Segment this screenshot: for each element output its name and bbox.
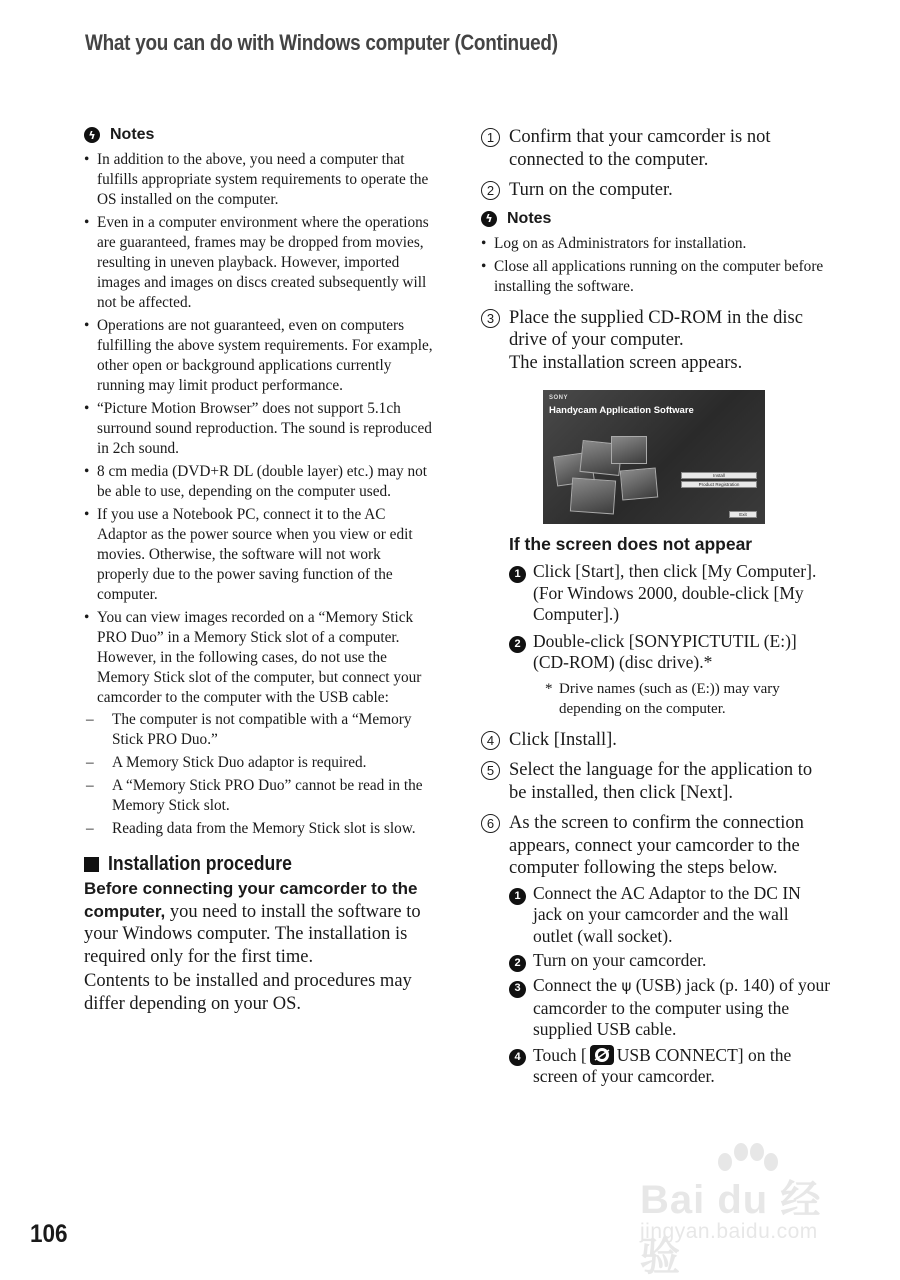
no-screen-step (509, 561, 831, 626)
sub-notes-list (97, 710, 434, 839)
notes-title: Notes (110, 126, 155, 143)
section-square-icon (84, 857, 99, 872)
right-column (481, 126, 831, 1093)
usb-connect-icon (587, 1044, 617, 1066)
step-2 (481, 179, 831, 202)
notes-icon: ϟ (84, 127, 100, 143)
substep-text-part: Touch [ (533, 1044, 587, 1065)
no-screen-step (509, 631, 831, 674)
install-notes (481, 210, 831, 297)
sub-note-item: – A Memory Stick Duo adaptor is required. (84, 753, 434, 773)
note-item: • If you use a Notebook PC, connect it to the AC Adaptor as the power source when you view or edit movies. Otherwise, the software will not work properly due to the power saving function of the computer. (84, 505, 434, 605)
intro-rest: you need to install the software to your Windows computer. The installation is required only for the first time. (84, 901, 421, 967)
substep-text: Double-click [SONYPICTUTIL (E:)] (CD-ROM) (disc drive).* (533, 630, 797, 672)
sub-note-item: – The computer is not compatible with a “Memory Stick PRO Duo.” (84, 710, 434, 750)
step-1 (481, 126, 831, 171)
section-heading (84, 853, 434, 876)
step-3 (481, 307, 831, 375)
step-number: 5 (481, 761, 500, 780)
note-item-text: You can view images recorded on a “Memory Stick PRO Duo” in a Memory Stick slot of a computer. However, in the following cases, do not use the Memory Stick slot of the computer, but connect your camcorder to the computer with the USB cable: (97, 609, 422, 706)
step-number: 2 (481, 181, 500, 200)
substep-number: 2 (509, 955, 526, 972)
step-5 (481, 759, 831, 804)
note-item (84, 608, 434, 839)
step-number: 3 (481, 309, 500, 328)
section-title: Installation procedure (108, 853, 292, 875)
substep-number: 4 (509, 1049, 526, 1066)
install-button: Install (681, 472, 757, 479)
step-text-line: The installation screen appears. (509, 352, 743, 373)
substep-text-part: (USB) jack (p. 140) of your camcorder to the computer using the supplied USB cable. (533, 975, 831, 1040)
screen-title: Handycam Application Software (549, 405, 694, 416)
substep-number: 3 (509, 981, 526, 998)
substep-number: 2 (509, 636, 526, 653)
note-item: • In addition to the above, you need a computer that fulfills appropriate system requirements to operate the OS installed on the computer. (84, 150, 434, 210)
note-item: • Log on as Administrators for installation. (481, 234, 831, 254)
footnote (545, 679, 831, 719)
notes-title: Notes (507, 209, 552, 227)
substep-text: Turn on your camcorder. (533, 950, 707, 970)
watermark-brand: Bai du 经验 (640, 1178, 822, 1279)
substep-text (533, 975, 831, 1041)
step-6 (481, 812, 831, 880)
intro-bold: Before connecting your camcorder to the computer, (84, 879, 418, 921)
note-item: • 8 cm media (DVD+R DL (double layer) etc.) may not be able to use, depending on the computer used. (84, 462, 434, 502)
footnote-text: Drive names (such as (E:)) may vary depending on the computer. (559, 680, 780, 717)
step-text: Select the language for the application to be installed, then click [Next]. (509, 760, 813, 803)
photo-thumb (611, 436, 647, 464)
step-4 (481, 729, 831, 752)
step-text: Click [Install]. (509, 729, 617, 750)
photo-thumb (570, 478, 616, 515)
step-text: Turn on the computer. (509, 180, 673, 200)
step-number: 6 (481, 814, 500, 833)
step-text (509, 307, 831, 375)
notes-icon: ϟ (481, 211, 497, 227)
contents-paragraph: Contents to be installed and procedures may differ depending on your OS. (84, 971, 412, 1014)
notes-heading (84, 126, 434, 144)
watermark-url: jingyan.baidu.com (640, 1220, 818, 1243)
substep-number: 1 (509, 566, 526, 583)
notes-heading (481, 210, 831, 228)
substep-text-part: USB CONNECT] on the screen of your camcorder. (533, 1044, 792, 1087)
intro-paragraph (84, 878, 434, 968)
screen-brand: SONY (549, 395, 569, 401)
substep-number: 1 (509, 888, 526, 905)
connect-step (509, 950, 831, 972)
notes-list (84, 150, 434, 839)
substep-text-part: Connect the (533, 975, 622, 996)
no-screen-heading: If the screen does not appear (509, 534, 753, 554)
registration-button: Product Registration (681, 481, 757, 488)
note-item: • Close all applications running on the computer before installing the software. (481, 257, 831, 297)
connect-step (509, 975, 831, 1041)
sub-note-item: – Reading data from the Memory Stick slot is slow. (84, 819, 434, 839)
installation-screen-image (543, 390, 765, 524)
photo-thumb (620, 467, 658, 500)
page-header: What you can do with Windows computer (Continued) (85, 30, 558, 55)
note-item: • Operations are not guaranteed, even on computers fulfilling the above system requirements. For example, other open or background applications currently running may limit product performance. (84, 316, 434, 396)
substep-text: Connect the AC Adaptor to the DC IN jack on your camcorder and the wall outlet (wall socket). (533, 882, 801, 946)
substep-text: Click [Start], then click [My Computer]. (For Windows 2000, double-click [My Computer].) (533, 561, 817, 624)
notes-list (481, 234, 831, 297)
note-item: • “Picture Motion Browser” does not support 5.1ch surround sound reproduction. The sound is reproduced in 2ch sound. (84, 399, 434, 459)
usb-icon: ψ (621, 977, 632, 996)
step-number: 4 (481, 731, 500, 750)
watermark (640, 1140, 860, 1279)
step-number: 1 (481, 128, 500, 147)
connect-step (509, 883, 831, 948)
connect-step (509, 1044, 831, 1088)
page-number: 106 (30, 1220, 68, 1248)
step-text-line: Place the supplied CD-ROM in the disc drive of your computer. (509, 307, 803, 350)
step-text: Confirm that your camcorder is not connected to the computer. (509, 127, 771, 170)
footnote-mark: * (545, 680, 553, 697)
note-item: • Even in a computer environment where the operations are guaranteed, frames may be dropped from movies, resulting in uneven playback. However, imported images and images on discs created subsequently will not be affected. (84, 213, 434, 313)
step-text: As the screen to confirm the connection appears, connect your camcorder to the computer following the steps below. (509, 813, 804, 878)
sub-note-item: – A “Memory Stick PRO Duo” cannot be read in the Memory Stick slot. (84, 776, 434, 816)
screen-photos (551, 424, 671, 519)
exit-button: Exit (729, 511, 757, 518)
substep-text (533, 1044, 831, 1088)
left-column (84, 126, 434, 1015)
